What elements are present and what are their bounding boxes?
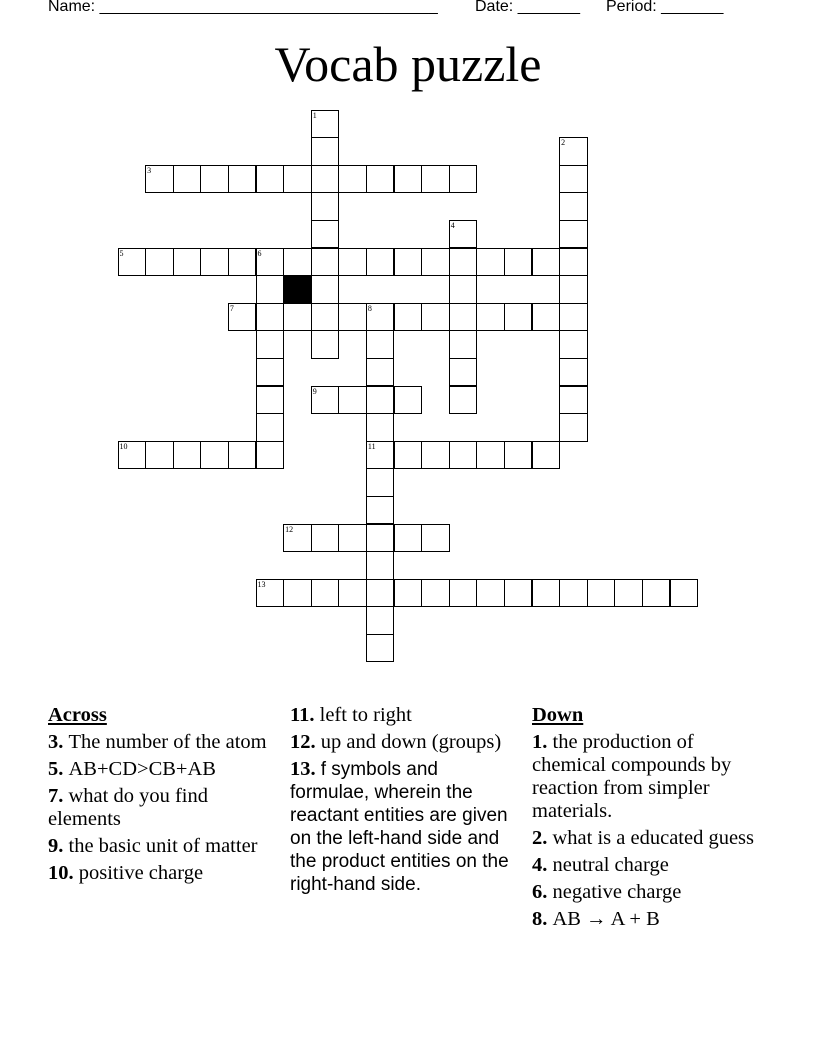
grid-cell[interactable] xyxy=(476,248,505,277)
grid-cell[interactable] xyxy=(449,441,478,470)
down-heading: Down xyxy=(532,704,584,726)
clue-item xyxy=(532,827,772,850)
date-field-label[interactable]: Date: _______ xyxy=(475,0,580,15)
clue-number: 10 xyxy=(119,441,128,451)
clue-item xyxy=(48,835,276,858)
grid-cell[interactable] xyxy=(338,248,367,277)
grid-cell[interactable] xyxy=(670,579,699,608)
grid-cell[interactable] xyxy=(476,579,505,608)
grid-cell[interactable] xyxy=(532,303,561,332)
clue-item-text: left to right xyxy=(319,704,412,726)
grid-cell[interactable] xyxy=(421,248,450,277)
grid-cell[interactable] xyxy=(338,579,367,608)
grid-cell[interactable] xyxy=(394,303,423,332)
grid-cell[interactable] xyxy=(394,441,423,470)
clue-item xyxy=(532,854,772,877)
clue-item-number: 6. xyxy=(532,881,553,903)
grid-cell[interactable] xyxy=(311,524,340,553)
grid-cell[interactable] xyxy=(449,386,478,415)
clue-item-text: negative charge xyxy=(552,881,682,903)
grid-cell[interactable] xyxy=(366,165,395,194)
clues-across-column xyxy=(48,704,276,889)
clue-item-text: f symbols and formulae, wherein the reactant entities are given on the left-hand side and the product entities on the right-hand side. xyxy=(290,759,509,895)
grid-cell[interactable] xyxy=(394,579,423,608)
grid-cell[interactable] xyxy=(256,275,285,304)
clue-item xyxy=(48,758,276,781)
grid-cell[interactable] xyxy=(173,165,202,194)
grid-cell[interactable] xyxy=(200,248,229,277)
grid-cell[interactable] xyxy=(504,303,533,332)
grid-cell[interactable] xyxy=(366,551,395,580)
clue-item-text: AB+CD>CB+AB xyxy=(68,758,216,780)
grid-cell[interactable] xyxy=(421,303,450,332)
clue-item xyxy=(290,758,518,896)
grid-cell[interactable] xyxy=(228,441,257,470)
clues-down-column xyxy=(532,704,772,935)
grid-cell[interactable] xyxy=(366,496,395,525)
grid-cell[interactable] xyxy=(449,165,478,194)
clue-item-text: positive charge xyxy=(78,862,204,884)
grid-cell[interactable] xyxy=(614,579,643,608)
grid-cell[interactable] xyxy=(587,579,616,608)
grid-cell[interactable] xyxy=(449,275,478,304)
grid-cell[interactable] xyxy=(118,248,147,277)
grid-cell[interactable] xyxy=(311,137,340,166)
period-field-label[interactable]: Period: _______ xyxy=(606,0,724,15)
grid-cell[interactable] xyxy=(559,413,588,442)
grid-cell[interactable] xyxy=(256,248,285,277)
grid-cell[interactable] xyxy=(256,413,285,442)
clue-item xyxy=(290,731,518,754)
clue-item-number: 13. xyxy=(290,758,321,780)
clue-number: 11 xyxy=(367,441,376,451)
across-clue-list xyxy=(48,731,276,885)
grid-cell[interactable] xyxy=(532,248,561,277)
page-title: Vocab puzzle xyxy=(274,36,542,92)
grid-cell[interactable] xyxy=(311,330,340,359)
clue-number: 3 xyxy=(147,165,152,175)
grid-cell[interactable] xyxy=(394,524,423,553)
black-cell xyxy=(283,275,312,304)
grid-cell[interactable] xyxy=(366,468,395,497)
grid-cell[interactable] xyxy=(449,248,478,277)
grid-cell[interactable] xyxy=(559,358,588,387)
grid-cell[interactable] xyxy=(449,358,478,387)
grid-cell[interactable] xyxy=(366,248,395,277)
clue-item-text: the basic unit of matter xyxy=(68,835,258,857)
clue-item xyxy=(532,731,772,823)
clue-item-number: 5. xyxy=(48,758,69,780)
grid-cell[interactable] xyxy=(421,579,450,608)
grid-cell[interactable] xyxy=(559,303,588,332)
clue-item xyxy=(48,785,276,831)
grid-cell[interactable] xyxy=(366,358,395,387)
grid-cell[interactable] xyxy=(256,579,285,608)
grid-cell[interactable] xyxy=(228,303,257,332)
grid-cell[interactable] xyxy=(559,165,588,194)
grid-cell[interactable] xyxy=(118,441,147,470)
grid-cell[interactable] xyxy=(256,386,285,415)
grid-cell[interactable] xyxy=(256,303,285,332)
grid-cell[interactable] xyxy=(366,303,395,332)
grid-cell[interactable] xyxy=(559,330,588,359)
grid-cell[interactable] xyxy=(173,441,202,470)
clue-item-text: AB → A + B xyxy=(552,908,660,930)
grid-cell[interactable] xyxy=(283,303,312,332)
clue-item-text: neutral charge xyxy=(552,854,669,876)
grid-cell[interactable] xyxy=(476,303,505,332)
grid-cell[interactable] xyxy=(338,303,367,332)
grid-cell[interactable] xyxy=(200,165,229,194)
clue-item-number: 11. xyxy=(290,704,320,726)
clue-number: 6 xyxy=(257,248,262,258)
grid-cell[interactable] xyxy=(283,165,312,194)
grid-cell[interactable] xyxy=(173,248,202,277)
clues-across-continued-column xyxy=(290,704,518,900)
grid-cell[interactable] xyxy=(504,248,533,277)
clue-item-text: The number of the atom xyxy=(68,731,267,753)
clue-item-text: up and down (groups) xyxy=(320,731,502,753)
clue-number: 8 xyxy=(367,303,372,313)
grid-cell[interactable] xyxy=(449,220,478,249)
grid-cell[interactable] xyxy=(504,579,533,608)
grid-cell[interactable] xyxy=(394,386,423,415)
grid-cell[interactable] xyxy=(476,441,505,470)
grid-cell[interactable] xyxy=(366,524,395,553)
grid-cell[interactable] xyxy=(394,165,423,194)
clue-item xyxy=(532,881,772,904)
clue-item-text: what do you find elements xyxy=(48,785,208,830)
grid-cell[interactable] xyxy=(283,524,312,553)
grid-cell[interactable] xyxy=(421,165,450,194)
grid-cell[interactable] xyxy=(311,579,340,608)
grid-cell[interactable] xyxy=(256,358,285,387)
grid-cell[interactable] xyxy=(200,441,229,470)
clue-number: 4 xyxy=(450,220,455,230)
grid-cell[interactable] xyxy=(559,386,588,415)
grid-cell[interactable] xyxy=(256,165,285,194)
clue-item xyxy=(290,704,518,727)
grid-cell[interactable] xyxy=(283,248,312,277)
grid-cell[interactable] xyxy=(366,579,395,608)
clue-number: 9 xyxy=(312,386,317,396)
grid-cell[interactable] xyxy=(311,165,340,194)
clue-item-number: 9. xyxy=(48,835,69,857)
clue-number: 5 xyxy=(119,248,124,258)
clue-number: 13 xyxy=(257,579,266,589)
grid-cell[interactable] xyxy=(311,303,340,332)
grid-cell[interactable] xyxy=(449,330,478,359)
clue-item-number: 1. xyxy=(532,731,553,753)
grid-cell[interactable] xyxy=(366,413,395,442)
grid-cell[interactable] xyxy=(228,165,257,194)
grid-cell[interactable] xyxy=(311,248,340,277)
grid-cell[interactable] xyxy=(256,330,285,359)
grid-cell[interactable] xyxy=(311,275,340,304)
grid-cell[interactable] xyxy=(642,579,671,608)
grid-cell[interactable] xyxy=(338,386,367,415)
grid-cell[interactable] xyxy=(421,524,450,553)
grid-cell[interactable] xyxy=(366,606,395,635)
grid-cell[interactable] xyxy=(559,137,588,166)
grid-cell[interactable] xyxy=(311,192,340,221)
clue-item xyxy=(48,862,276,885)
clue-number: 7 xyxy=(229,303,234,313)
grid-cell[interactable] xyxy=(145,248,174,277)
grid-cell[interactable] xyxy=(311,110,340,139)
clue-number: 12 xyxy=(285,524,294,534)
clue-item-number: 3. xyxy=(48,731,69,753)
clue-item xyxy=(532,908,772,931)
grid-cell[interactable] xyxy=(366,330,395,359)
grid-cell[interactable] xyxy=(338,524,367,553)
grid-cell[interactable] xyxy=(532,441,561,470)
grid-cell[interactable] xyxy=(338,165,367,194)
clue-item-number: 7. xyxy=(48,785,69,807)
grid-cell[interactable] xyxy=(366,386,395,415)
clue-item-number: 10. xyxy=(48,862,79,884)
clue-item-number: 4. xyxy=(532,854,553,876)
grid-cell[interactable] xyxy=(311,220,340,249)
clue-number: 2 xyxy=(561,138,566,148)
grid-cell[interactable] xyxy=(228,248,257,277)
grid-cell[interactable] xyxy=(145,441,174,470)
grid-cell[interactable] xyxy=(283,579,312,608)
grid-cell[interactable] xyxy=(394,248,423,277)
grid-cell[interactable] xyxy=(559,579,588,608)
grid-cell[interactable] xyxy=(311,386,340,415)
clue-item-number: 8. xyxy=(532,908,553,930)
grid-cell[interactable] xyxy=(145,165,174,194)
grid-cell[interactable] xyxy=(559,192,588,221)
grid-cell[interactable] xyxy=(366,441,395,470)
clue-item-text: the production of chemical compounds by reaction from simpler materials. xyxy=(532,731,732,822)
grid-cell[interactable] xyxy=(559,248,588,277)
clue-item-text: what is a educated guess xyxy=(552,827,755,849)
clue-item-number: 2. xyxy=(532,827,553,849)
name-field-label[interactable]: Name: ______________________________________ xyxy=(48,0,438,15)
grid-cell[interactable] xyxy=(256,441,285,470)
clue-item xyxy=(48,731,276,754)
across-heading: Across xyxy=(48,704,107,726)
grid-cell[interactable] xyxy=(366,634,395,663)
clue-number: 1 xyxy=(312,110,317,120)
grid-cell[interactable] xyxy=(449,303,478,332)
clue-item-number: 12. xyxy=(290,731,321,753)
grid-cell[interactable] xyxy=(504,441,533,470)
across-continued-clue-list xyxy=(290,704,518,896)
grid-cell[interactable] xyxy=(559,275,588,304)
grid-cell[interactable] xyxy=(559,220,588,249)
grid-cell[interactable] xyxy=(449,579,478,608)
down-clue-list xyxy=(532,731,772,931)
grid-cell[interactable] xyxy=(421,441,450,470)
grid-cell[interactable] xyxy=(532,579,561,608)
